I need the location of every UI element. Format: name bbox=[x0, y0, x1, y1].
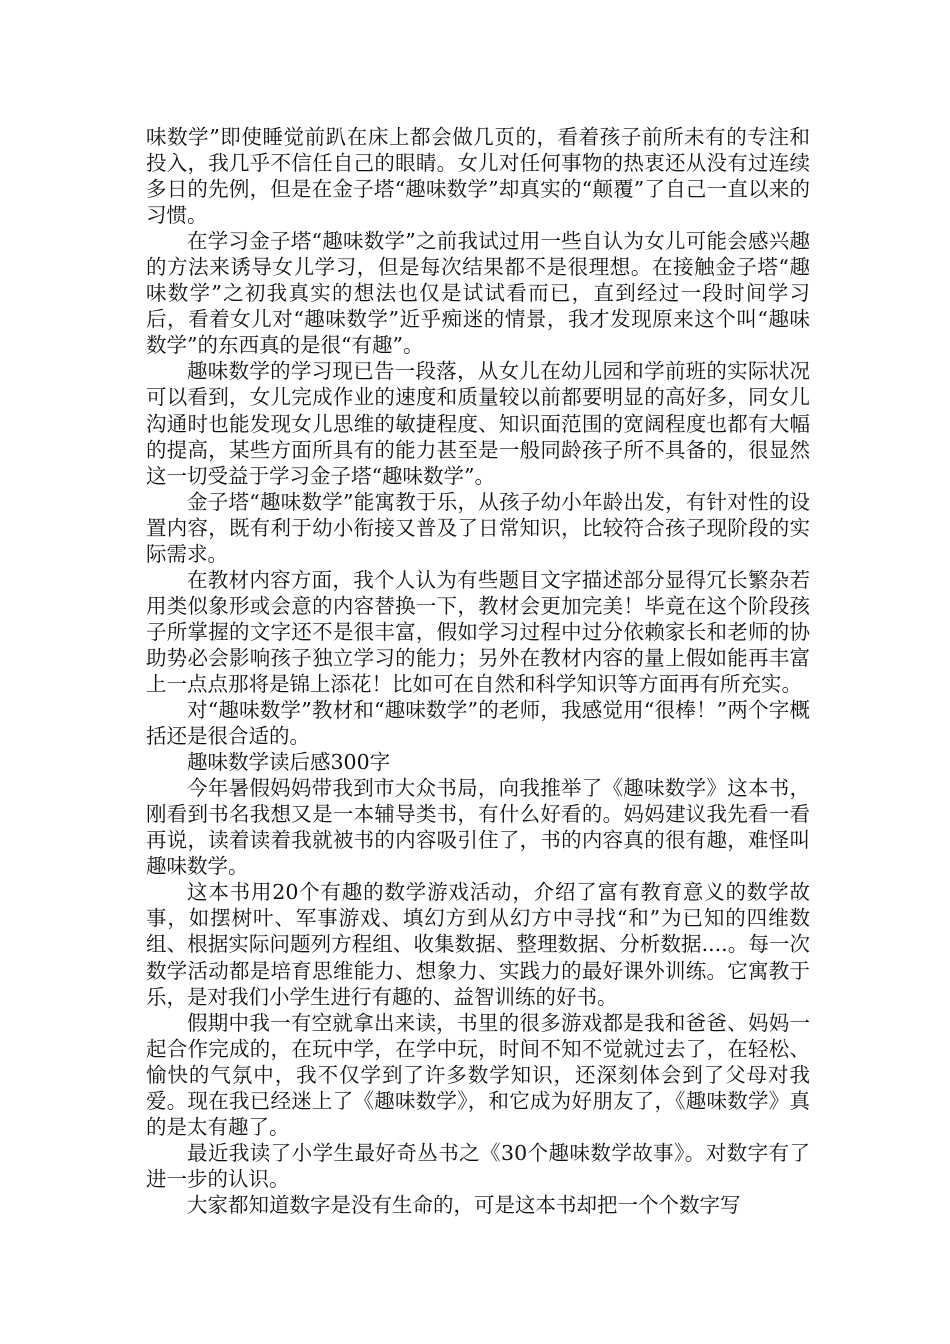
paragraph-1: 味数学”即使睡觉前趴在床上都会做几页的，看着孩子前所未有的专注和投入，我几乎不信任自己的眼睛。女儿对任何事物的热衷还从没有过连续多日的先例，但是在金子塔“趣味数学”却真实的“颠覆”了自己一直以来的习惯。 bbox=[146, 125, 810, 228]
document-body bbox=[146, 124, 810, 1218]
section-heading: 趣味数学读后感300字 bbox=[187, 750, 391, 775]
paragraph-5: 在教材内容方面，我个人认为有些题目文字描述部分显得冗长繁杂若用类似象形或会意的内容替换一下，教材会更加完美！毕竟在这个阶段孩子所掌握的文字还不是很丰富，假如学习过程中过分依赖家长和老师的协助势必会影响孩子独立学习的能力；另外在教材内容的量上假如能再丰富上一点点那将是锦上添花！比如可在自然和科学知识等方面再有所充实。 bbox=[146, 567, 810, 696]
paragraph-9: 这本书用20个有趣的数学游戏活动，介绍了富有教育意义的数学故事，如摆树叶、军事游戏、填幻方到从幻方中寻找“和”为已知的四维数组、根据实际问题列方程组、收集数据、整理数据、分析数据....。每一次数学活动都是培育思维能力、想象力、实践力的最好课外训练。它寓教于乐，是对我们小学生进行有趣的、益智训练的好书。 bbox=[146, 880, 810, 1009]
paragraph-6: 对“趣味数学”教材和“趣味数学”的老师，我感觉用“很棒！”两个字概括还是很合适的。 bbox=[146, 698, 810, 749]
paragraph-10: 假期中我一有空就拿出来读，书里的很多游戏都是我和爸爸、妈妈一起合作完成的，在玩中学，在学中玩，时间不知不觉就过去了，在轻松、愉快的气氛中，我不仅学到了许多数学知识，还深刻体会到了父母对我爱。现在我已经迷上了《趣味数学》，和它成为好朋友了，《趣味数学》真的是太有趣了。 bbox=[146, 1010, 810, 1139]
paragraph-4: 金子塔“趣味数学”能寓教于乐，从孩子幼小年龄出发，有针对性的设置内容，既有利于幼小衔接又普及了日常知识，比较符合孩子现阶段的实际需求。 bbox=[146, 489, 810, 566]
paragraph-3: 趣味数学的学习现已告一段落，从女儿在幼儿园和学前班的实际状况可以看到，女儿完成作业的速度和质量较以前都要明显的高好多，同女儿沟通时也能发现女儿思维的敏捷程度、知识面范围的宽阔程度也都有大幅的提高，某些方面所具有的能力甚至是一般同龄孩子所不具备的，很显然这一切受益于学习金子塔“趣味数学”。 bbox=[146, 359, 810, 488]
paragraph-12: 大家都知道数字是没有生命的，可是这本书却把一个个数字写 bbox=[187, 1192, 741, 1217]
paragraph-2: 在学习金子塔“趣味数学”之前我试过用一些自认为女儿可能会感兴趣的方法来诱导女儿学习，但是每次结果都不是很理想。在接触金子塔“趣味数学”之初我真实的想法也仅是试试看而已，直到经过一段时间学习后，看着女儿对“趣味数学”近乎痴迷的情景，我才发现原来这个叫“趣味数学”的东西真的是很“有趣”。 bbox=[146, 229, 810, 358]
paragraph-8: 今年暑假妈妈带我到市大众书局，向我推举了《趣味数学》这本书，刚看到书名我想又是一本辅导类书，有什么好看的。妈妈建议我先看一看再说，读着读着我就被书的内容吸引住了，书的内容真的很有趣，难怪叫趣味数学。 bbox=[146, 776, 810, 879]
paragraph-11: 最近我读了小学生最好奇丛书之《30个趣味数学故事》。对数字有了进一步的认识。 bbox=[146, 1140, 810, 1191]
